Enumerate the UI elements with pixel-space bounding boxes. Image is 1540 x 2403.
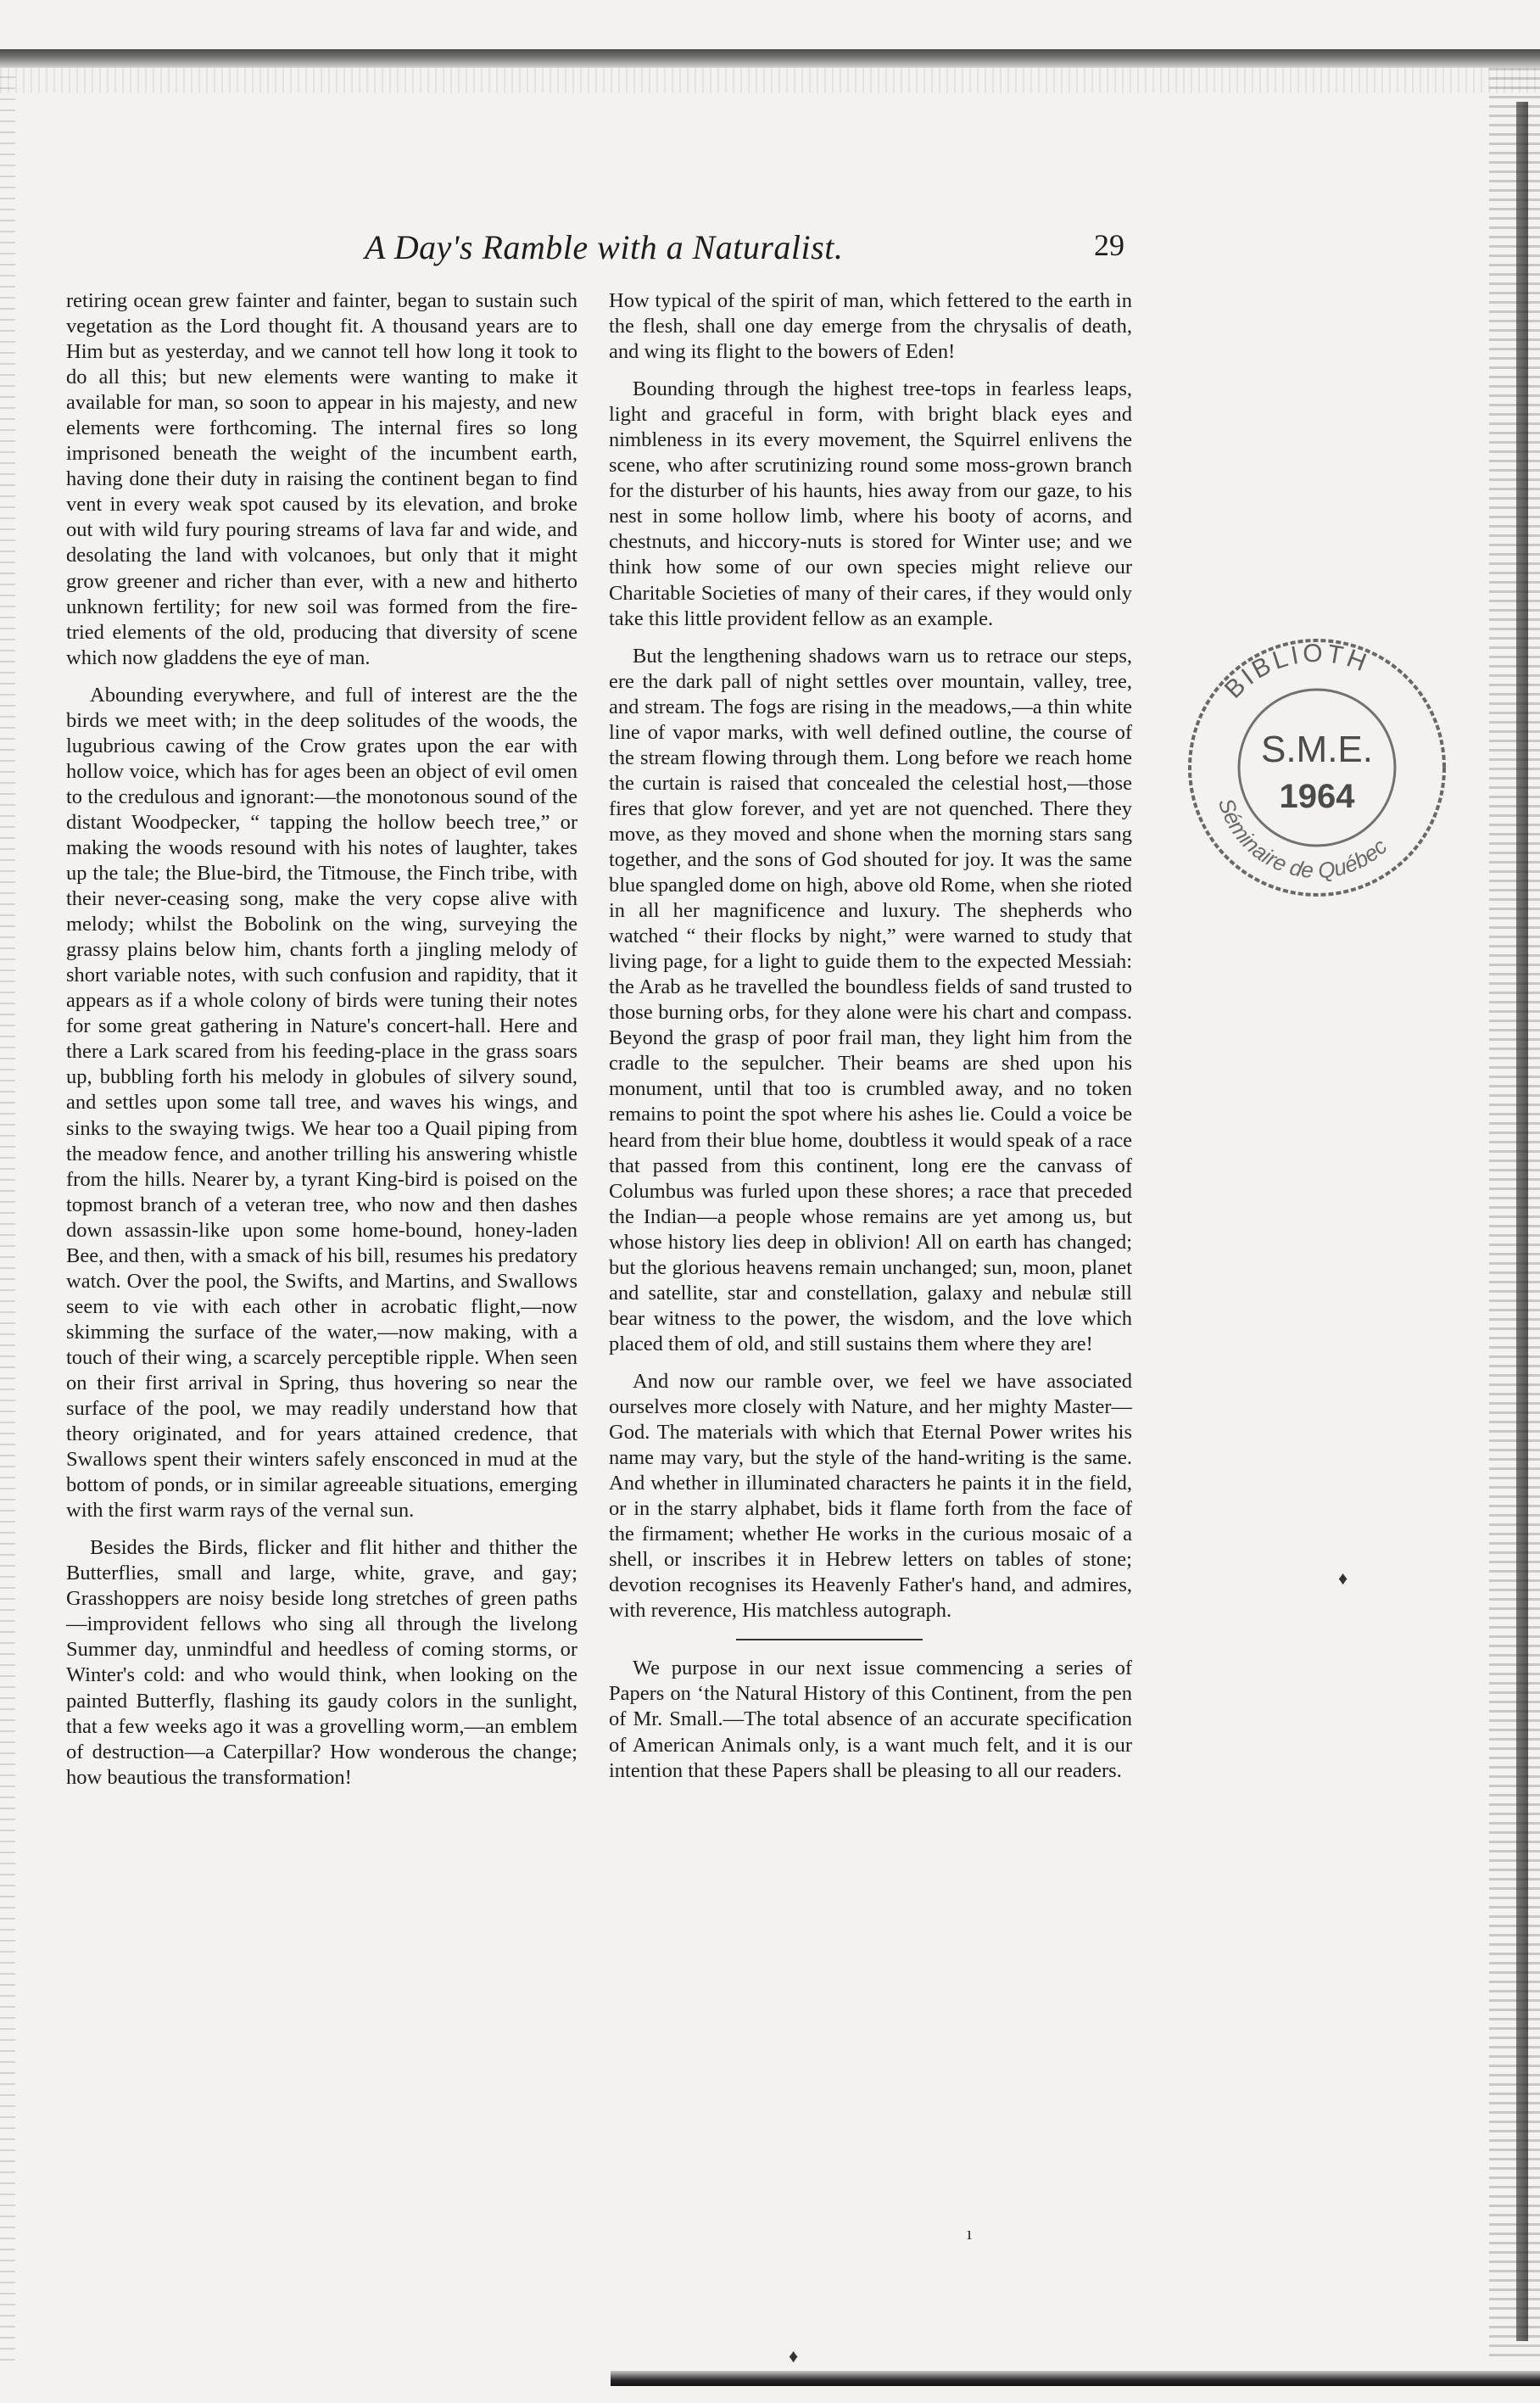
stamp-year: 1964 bbox=[1279, 778, 1355, 815]
stamp-bottom-text: Séminaire de Québec bbox=[1213, 795, 1392, 884]
top-border-scan-artifact bbox=[0, 49, 1540, 68]
top-edge-noise bbox=[0, 68, 1540, 93]
page-title: A Day's Ramble with a Naturalist. bbox=[365, 228, 844, 266]
library-stamp bbox=[1177, 628, 1457, 908]
bottom-border-scan-artifact bbox=[611, 2371, 1540, 2386]
stray-ink-mark: ♦ bbox=[789, 2345, 799, 2367]
section-divider bbox=[736, 1639, 923, 1640]
paragraph: And now our ramble over, we feel we have associated ourselves more closely with Nature, and her mighty Master—God. The materials with which that Eternal Power writes his name may vary, but the style of the hand-writing is the same. And whether in illuminated characters he paints it in the field, or in the starry alphabet, bids it flame forth from the face of the firmament; whether He works in the curious mosaic of a shell, or inscribes it in Hebrew letters on tables of stone; devotion recognises its Heavenly Father's hand, and admires, with reverence, His matchless autograph. bbox=[609, 1369, 1132, 1623]
stray-ink-mark: ı bbox=[967, 2222, 973, 2244]
page-number: 29 bbox=[1094, 228, 1124, 262]
paragraph: Besides the Birds, flicker and flit hither and thither the Butterflies, small and large, white, grave, and gay; Grasshoppers are noisy beside long stretches of green paths—improvident fellows who sing all through the livelong Summer day, unmindful and heedless of coming storms, or Winter's cold: and who would think, when looking on the painted Butterfly, flashing its gaudy colors in the sunlight, that a few weeks ago it was a grovelling worm,—an emblem of destruction—a Caterpillar? How wonderous the change; how beautious the transformation! bbox=[66, 1536, 578, 1789]
stray-ink-mark: ♦ bbox=[1338, 1568, 1348, 1589]
right-column bbox=[609, 288, 1132, 1796]
stamp-graphic bbox=[1177, 628, 1457, 908]
stamp-initials: S.M.E. bbox=[1260, 729, 1374, 770]
left-column bbox=[66, 288, 578, 1802]
paragraph: But the lengthening shadows warn us to retrace our steps, ere the dark pall of night settles over mountain, valley, tree, and stream. The fogs are rising in the meadows,—a thin white line of vapor marks, with well defined outline, the course of the stream flowing through them. Long before we reach home the curtain is raised that concealed the celestial host,—those fires that glow forever, and yet are not quenched. There they move, as they moved and shone when the morning stars sang together, and the sons of God shouted for joy. It was the same blue spangled dome on high, above old Rome, when she rioted in all her magnificence and luxury. The shepherds who watched “ their flocks by night,” were warned to study that living page, for a light to guide them to the expected Messiah: the Arab as he travelled the boundless fields of sand trusted to those burning orbs, for they alone were his chart and compass. Beyond the grasp of poor frail man, they light him from the cradle to the sepulcher. Their beams are shed upon his monument, until that too is crumbled away, and no token remains to point the spot where his ashes lie. Could a voice be heard from their blue home, doubtless it would speak of a race that passed from this continent, long ere the canvass of Columbus was furled upon these shores; a race that preceded the Indian—a people whose remains are yet among us, but whose history lies deep in oblivion! All on earth has changed; but the glorious heavens remain unchanged; sun, moon, planet and satellite, star and constellation, galaxy and nebulæ still bear witness to the power, the wisdom, and the love which placed them of old, and still sustains them where they are! bbox=[609, 644, 1132, 1355]
right-binding-shadow bbox=[1516, 102, 1528, 2341]
editorial-note: We purpose in our next issue commencing a series of Papers on ‘the Natural History of this Continent, from the pen of Mr. Small.—The total absence of an accurate specification of American Animals only, is a want much felt, and it is our intention that these Papers shall be pleasing to all our readers. bbox=[609, 1657, 1132, 1782]
right-edge-scan-artifact bbox=[1489, 68, 1540, 2358]
left-edge-scan-artifact bbox=[0, 76, 15, 2367]
stamp-top-text: BIBLIOTH bbox=[1219, 639, 1374, 704]
paragraph: retiring ocean grew fainter and fainter, began to sustain such vegetation as the Lord thought fit. A thousand years are to Him but as yesterday, and we cannot tell how long it took to do all this; but new elements were wanting to make it available for man, so soon to appear in his majesty, and new elements were forthcoming. The internal fires so long imprisoned beneath the weight of the incumbent earth, having done their duty in raising the continent began to find vent in every weak spot caused by its elevation, and broke out with wild fury pouring streams of lava far and wide, and desolating the land with volcanoes, but only that it might grow greener and richer than ever, with a new and hitherto unknown fertility; for new soil was formed from the fire-tried elements of the old, producing that diversity of scene which now gladdens the eye of man. bbox=[66, 289, 578, 669]
running-head bbox=[365, 227, 1128, 278]
paragraph: Abounding everywhere, and full of interest are the the birds we meet with; in the deep solitudes of the woods, the lugubrious cawing of the Crow grates upon the ear with hollow voice, which has for ages been an object of evil omen to the credulous and ignorant:—the monotonous sound of the distant Woodpecker, “ tapping the hollow beech tree,” or making the woods resound with his notes of laughter, takes up the tale; the Blue-bird, the Titmouse, the Finch tribe, with their never-ceasing song, make the very copse alive with melody; whilst the Bobolink on the wing, surveying the grassy plains below him, chants forth a jingling melody of short variable notes, with such confusion and rapidity, that it appears as if a whole colony of birds were tuning their notes for some great gathering in Nature's concert-hall. Here and there a Lark scared from his feeding-place in the grass soars up, bubbling forth his melody in globules of silvery sound, and settles upon some tall tree, and waves his wings, and sinks to the swaying twigs. We hear too a Quail piping from the meadow fence, and another trilling his answering whistle from the hills. Nearer by, a tyrant King-bird is poised on the topmost branch of a veteran tree, who now and then dashes down assassin-like upon some home-bound, honey-laden Bee, and then, with a smack of his bill, resumes his predatory watch. Over the pool, the Swifts, and Martins, and Swallows seem to vie with each other in acrobatic flight,—now skimming the surface of the water,—now making, with a touch of their wing, a scarcely perceptible ripple. When seen on their first arrival in Spring, thus hovering so near the surface of the pool, we may readily understand how that theory originated, and for years attained credence, that Swallows spent their winters safely ensconced in mud at the bottom of ponds, or in similar agreeable situations, emerging with the first warm rays of the vernal sun. bbox=[66, 683, 578, 1523]
paragraph: Bounding through the highest tree-tops in fearless leaps, light and graceful in form, with bright black eyes and nimbleness in its every movement, the Squirrel enlivens the scene, who after scrutinizing round some moss-grown branch for the disturber of his haunts, hies away from our gaze, to his nest in some hollow limb, where his booty of acorns, and chestnuts, and hiccory-nuts is stored for Winter use; and we think how some of our own species might relieve our Charitable Societies of many of their cares, if they would only take this little provident fellow as an example. bbox=[609, 377, 1132, 630]
paragraph: How typical of the spirit of man, which fettered to the earth in the flesh, shall one day emerge from the chrysalis of death, and wing its flight to the bowers of Eden! bbox=[609, 289, 1132, 364]
